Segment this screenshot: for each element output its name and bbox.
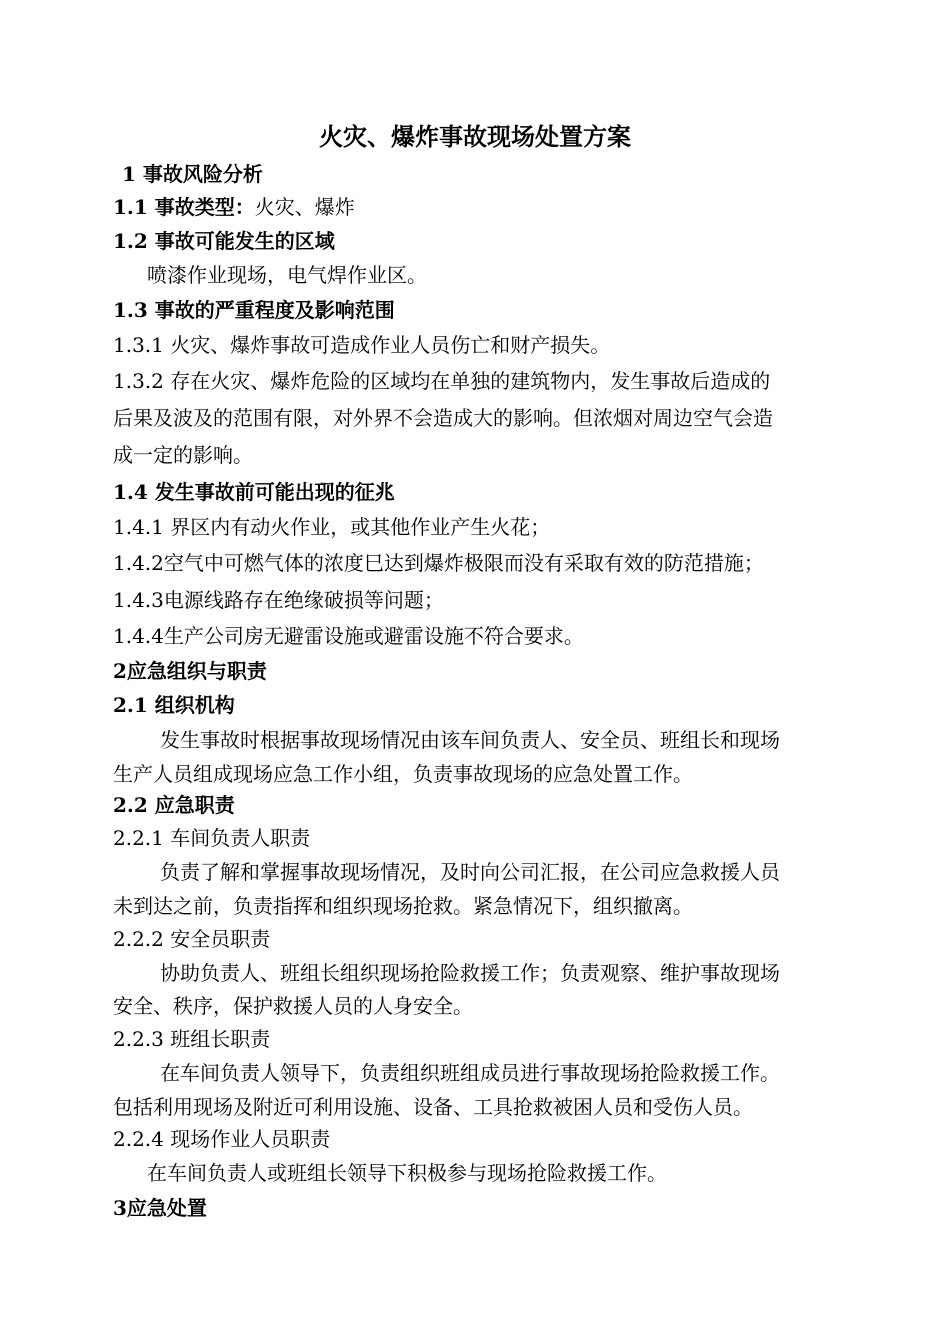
subsection-heading: 2.2.2 安全员职责 bbox=[113, 927, 271, 951]
paragraph-line: 协助负责人、班组长组织现场抢险救援工作；负责观察、维护事故现场 bbox=[160, 961, 780, 985]
document-title: 火灾、爆炸事故现场处置方案 bbox=[319, 122, 631, 151]
section-heading: 3应急处置 bbox=[113, 1196, 207, 1220]
paragraph-line: 喷漆作业现场，电气焊作业区。 bbox=[147, 263, 427, 287]
subsection-heading: 1.4 发生事故前可能出现的征兆 bbox=[113, 480, 395, 504]
paragraph-line: 在车间负责人或班组长领导下积极参与现场抢险救援工作。 bbox=[147, 1161, 667, 1185]
paragraph-line: 后果及波及的范围有限，对外界不会造成大的影响。但浓烟对周边空气会造 bbox=[113, 406, 773, 430]
subsection-heading: 2.2.4 现场作业人员职责 bbox=[113, 1127, 331, 1151]
paragraph-line: 发生事故时根据事故现场情况由该车间负责人、安全员、班组长和现场 bbox=[160, 728, 780, 752]
subsection-heading: 1.2 事故可能发生的区域 bbox=[113, 229, 335, 253]
section-heading: 1 事故风险分析 bbox=[122, 162, 263, 186]
paragraph-line: 未到达之前，负责指挥和组织现场抢救。紧急情况下，组织撤离。 bbox=[113, 894, 693, 918]
subsection-heading: 2.2.1 车间负责人职责 bbox=[113, 826, 311, 850]
paragraph-line: 包括利用现场及附近可利用设施、设备、工具抢救被困人员和受伤人员。 bbox=[113, 1095, 753, 1119]
paragraph-line: 在车间负责人领导下，负责组织班组成员进行事故现场抢险救援工作。 bbox=[160, 1061, 780, 1085]
paragraph-line: 1.4.1 界区内有动火作业，或其他作业产生火花； bbox=[113, 515, 551, 539]
paragraph-line: 1.4.4生产公司房无避雷设施或避雷设施不符合要求。 bbox=[113, 624, 584, 648]
paragraph-line: 1.3.2 存在火灾、爆炸危险的区域均在单独的建筑物内，发生事故后造成的 bbox=[113, 369, 771, 393]
subsection-heading: 2.2.3 班组长职责 bbox=[113, 1027, 271, 1051]
heading-label: 1.1 事故类型： bbox=[113, 195, 255, 219]
paragraph-line: 安全、秩序，保护救援人员的人身安全。 bbox=[113, 994, 473, 1018]
heading-value: 火灾、爆炸 bbox=[254, 195, 355, 219]
subsection-heading: 2.1 组织机构 bbox=[113, 693, 235, 717]
paragraph-line: 成一定的影响。 bbox=[113, 443, 253, 467]
subsection-heading bbox=[113, 190, 863, 224]
paragraph-line: 1.4.3电源线路存在绝缘破损等问题； bbox=[113, 588, 444, 612]
subsection-heading: 1.3 事故的严重程度及影响范围 bbox=[113, 298, 395, 322]
paragraph-line: 1.4.2空气中可燃气体的浓度巳达到爆炸极限而没有采取有效的防范措施； bbox=[113, 551, 764, 575]
paragraph-line: 生产人员组成现场应急工作小组，负责事故现场的应急处置工作。 bbox=[113, 762, 693, 786]
paragraph-line: 1.3.1 火灾、爆炸事故可造成作业人员伤亡和财产损失。 bbox=[113, 333, 611, 357]
paragraph-line: 负责了解和掌握事故现场情况，及时向公司汇报，在公司应急救援人员 bbox=[160, 860, 780, 884]
subsection-heading: 2.2 应急职责 bbox=[113, 793, 235, 817]
section-heading: 2应急组织与职责 bbox=[113, 659, 267, 683]
